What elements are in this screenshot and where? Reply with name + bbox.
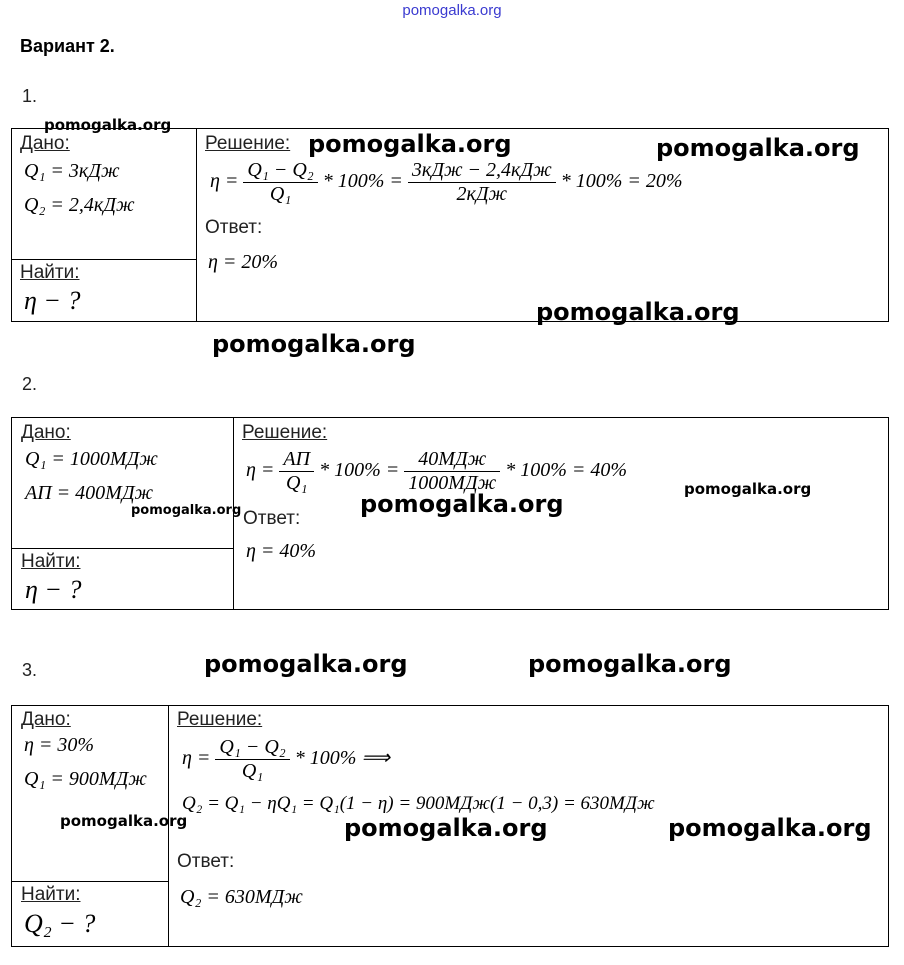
find-box	[12, 548, 233, 609]
watermark: pomogalka.org	[344, 814, 548, 842]
task-3-number: 3.	[22, 660, 38, 680]
watermark: pomogalka.org	[528, 650, 732, 678]
given-column	[12, 129, 197, 321]
given-value: Q₁ = 3кДж	[24, 160, 120, 182]
watermark: pomogalka.org	[684, 480, 812, 498]
find-value: η − ?	[24, 286, 81, 315]
answer-header: Ответ:	[205, 217, 263, 238]
fraction-numerator: AП	[279, 448, 314, 472]
watermark: pomogalka.org	[308, 130, 512, 158]
formula-middle: * 100% ⟹	[294, 747, 391, 770]
formula-lhs: η =	[182, 747, 211, 770]
solution-formula	[210, 159, 683, 206]
formula-result: * 100% = 20%	[560, 170, 683, 193]
task-2-number: 2.	[22, 374, 38, 394]
solution-formula	[246, 448, 627, 495]
find-value: η − ?	[25, 575, 82, 604]
fraction-denominator: Q₁	[269, 183, 292, 205]
answer-header: Ответ:	[243, 508, 301, 529]
watermark: pomogalka.org	[60, 812, 188, 830]
watermark: pomogalka.org	[44, 116, 172, 134]
solution-header: Решение:	[242, 422, 328, 443]
watermark: pomogalka.org	[131, 503, 242, 518]
given-header: Дано:	[21, 422, 71, 443]
given-value: Q₁ = 900МДж	[24, 768, 147, 790]
find-value: Q₂ − ?	[24, 909, 96, 938]
formula-lhs: η =	[246, 459, 275, 482]
solution-header: Решение:	[205, 133, 291, 154]
find-box	[12, 881, 168, 946]
fraction-numerator: Q₁ − Q₂	[215, 736, 289, 760]
given-value: AП = 400МДж	[25, 482, 154, 504]
fraction-numerator: Q₁ − Q₂	[243, 159, 317, 183]
answer-value: η = 40%	[246, 540, 317, 562]
fraction-denominator: 1000МДж	[408, 472, 497, 494]
variant-title: Вариант 2.	[20, 36, 115, 56]
fraction-numerator: 40МДж	[404, 448, 500, 472]
watermark: pomogalka.org	[212, 330, 416, 358]
fraction-denominator: Q₁	[286, 472, 308, 494]
answer-value: Q₂ = 630МДж	[180, 886, 303, 908]
watermark: pomogalka.org	[204, 650, 408, 678]
watermark: pomogalka.org	[360, 490, 564, 518]
find-header: Найти:	[21, 551, 81, 572]
watermark: pomogalka.org	[536, 298, 740, 326]
watermark: pomogalka.org	[656, 134, 860, 162]
given-header: Дано:	[20, 133, 70, 154]
formula-lhs: η =	[210, 170, 239, 193]
site-header-link[interactable]: pomogalka.org	[402, 2, 502, 19]
watermark: pomogalka.org	[668, 814, 872, 842]
given-header: Дано:	[21, 709, 71, 730]
task-1-number: 1.	[22, 86, 38, 106]
fraction-denominator: 2кДж	[456, 183, 508, 205]
find-header: Найти:	[21, 884, 81, 905]
find-box	[12, 259, 196, 321]
given-value: Q₁ = 1000МДж	[25, 448, 158, 470]
answer-header: Ответ:	[177, 851, 235, 872]
formula-result: * 100% = 40%	[505, 459, 628, 482]
solution-formula	[182, 736, 390, 783]
formula-middle: * 100% =	[322, 170, 403, 193]
fraction-denominator: Q₁	[241, 760, 264, 782]
solution-header: Решение:	[177, 709, 263, 730]
solution-line-2: Q₂ = Q₁ − ηQ₁ = Q₁(1 − η) = 900МДж(1 − 0,3) = 630МДж	[182, 793, 655, 814]
fraction-numerator: 3кДж − 2,4кДж	[408, 159, 556, 183]
given-value: η = 30%	[24, 734, 95, 756]
given-value: Q₂ = 2,4кДж	[24, 194, 135, 216]
answer-value: η = 20%	[208, 251, 279, 273]
formula-middle: * 100% =	[319, 459, 400, 482]
find-header: Найти:	[20, 262, 80, 283]
